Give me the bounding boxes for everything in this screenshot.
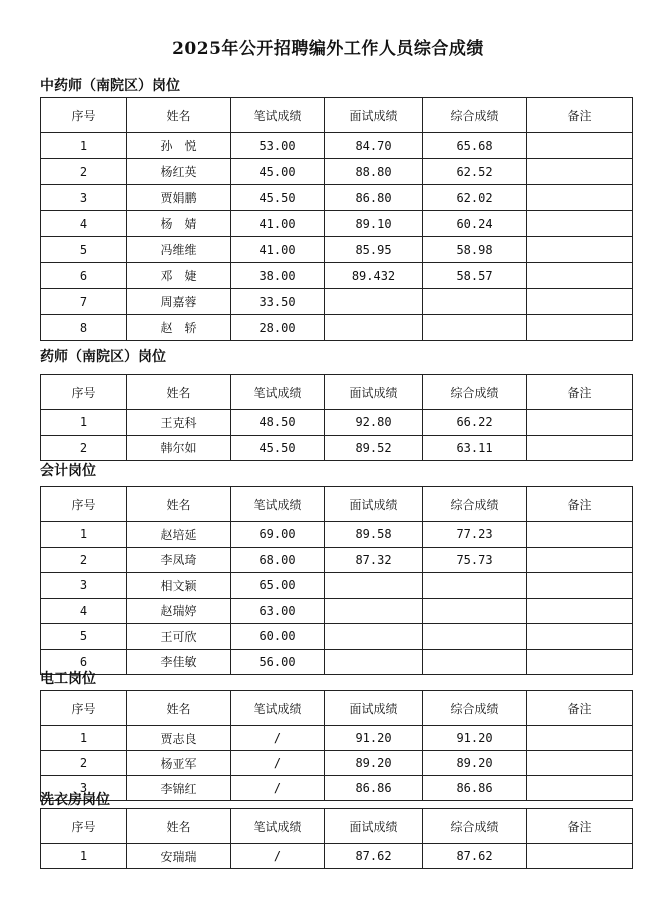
table-cell: 33.50	[231, 289, 325, 315]
table-cell	[527, 751, 633, 776]
table-cell: 85.95	[325, 237, 423, 263]
column-header: 面试成绩	[325, 375, 423, 410]
table-row	[41, 573, 633, 599]
table-cell: 89.20	[423, 751, 527, 776]
column-header: 面试成绩	[325, 809, 423, 844]
table-cell: 87.32	[325, 547, 423, 573]
table-header-row	[41, 691, 633, 726]
table-cell: 62.52	[423, 159, 527, 185]
column-header: 备注	[527, 375, 633, 410]
table-cell	[527, 410, 633, 436]
column-header: 姓名	[127, 487, 231, 522]
table-cell: 86.86	[325, 776, 423, 801]
table-cell: 77.23	[423, 522, 527, 548]
table-cell	[527, 185, 633, 211]
table-cell	[423, 624, 527, 650]
table-row	[41, 435, 633, 461]
table-cell: 相文颖	[127, 573, 231, 599]
table-cell: 45.50	[231, 435, 325, 461]
table-row	[41, 159, 633, 185]
column-header: 姓名	[127, 98, 231, 133]
table-cell: 62.02	[423, 185, 527, 211]
table-cell: 1	[41, 133, 127, 159]
table-cell: 1	[41, 522, 127, 548]
score-table-yaoshi	[40, 374, 633, 461]
table-cell: 45.00	[231, 159, 325, 185]
table-cell	[527, 159, 633, 185]
table-cell	[527, 726, 633, 751]
section-title-yaoshi: 药师（南院区）岗位	[40, 349, 166, 365]
table-cell: 李凤琦	[127, 547, 231, 573]
table-cell	[527, 237, 633, 263]
column-header: 笔试成绩	[231, 375, 325, 410]
table-header-row	[41, 809, 633, 844]
table-cell: 89.20	[325, 751, 423, 776]
table-cell: 41.00	[231, 211, 325, 237]
table-cell: 53.00	[231, 133, 325, 159]
table-cell: 杨亚军	[127, 751, 231, 776]
column-header: 序号	[41, 691, 127, 726]
table-row	[41, 211, 633, 237]
column-header: 序号	[41, 98, 127, 133]
column-header: 综合成绩	[423, 691, 527, 726]
table-cell: 56.00	[231, 649, 325, 675]
table-row	[41, 624, 633, 650]
table-cell: 韩尔如	[127, 435, 231, 461]
table-cell: 2	[41, 547, 127, 573]
table-cell: 赵瑞婷	[127, 598, 231, 624]
table-cell: 92.80	[325, 410, 423, 436]
table-cell: 赵 轿	[127, 315, 231, 341]
table-cell: 45.50	[231, 185, 325, 211]
table-cell: 贾娟鹏	[127, 185, 231, 211]
column-header: 备注	[527, 487, 633, 522]
column-header: 笔试成绩	[231, 98, 325, 133]
table-cell: 冯维维	[127, 237, 231, 263]
column-header: 备注	[527, 98, 633, 133]
table-cell: 88.80	[325, 159, 423, 185]
table-cell: 63.11	[423, 435, 527, 461]
table-cell: /	[231, 844, 325, 869]
column-header: 笔试成绩	[231, 809, 325, 844]
table-cell: 86.80	[325, 185, 423, 211]
table-cell: 2	[41, 435, 127, 461]
table-row	[41, 289, 633, 315]
table-cell: 65.68	[423, 133, 527, 159]
table-cell: 3	[41, 185, 127, 211]
section-title-kuaiji: 会计岗位	[40, 463, 96, 479]
table-cell	[325, 624, 423, 650]
table-cell: 58.57	[423, 263, 527, 289]
table-cell	[527, 649, 633, 675]
table-cell: 2	[41, 159, 127, 185]
table-cell	[423, 598, 527, 624]
table-row	[41, 726, 633, 751]
table-cell: 41.00	[231, 237, 325, 263]
table-cell: 91.20	[325, 726, 423, 751]
page-title: 2025年公开招聘编外工作人员综合成绩	[172, 39, 484, 59]
column-header: 序号	[41, 487, 127, 522]
table-cell: 7	[41, 289, 127, 315]
table-cell: 4	[41, 211, 127, 237]
table-cell: 3	[41, 776, 127, 801]
table-cell	[527, 315, 633, 341]
column-header: 综合成绩	[423, 375, 527, 410]
table-cell: 89.58	[325, 522, 423, 548]
score-table-kuaiji	[40, 486, 633, 675]
section-title-diangong: 电工岗位	[40, 671, 96, 687]
column-header: 综合成绩	[423, 487, 527, 522]
table-cell: /	[231, 751, 325, 776]
section-title-xiyifang: 洗衣房岗位	[40, 792, 110, 808]
table-header-row	[41, 98, 633, 133]
table-cell: 89.52	[325, 435, 423, 461]
table-row	[41, 185, 633, 211]
table-cell	[527, 211, 633, 237]
table-cell: 75.73	[423, 547, 527, 573]
table-cell: 王可欣	[127, 624, 231, 650]
table-cell: 5	[41, 237, 127, 263]
table-row	[41, 649, 633, 675]
table-cell: 38.00	[231, 263, 325, 289]
table-cell	[325, 649, 423, 675]
column-header: 面试成绩	[325, 98, 423, 133]
table-cell	[527, 573, 633, 599]
table-cell	[527, 133, 633, 159]
table-cell: 6	[41, 263, 127, 289]
table-cell: 安瑞瑞	[127, 844, 231, 869]
table-cell: 66.22	[423, 410, 527, 436]
table-cell: 杨红英	[127, 159, 231, 185]
table-cell	[527, 263, 633, 289]
table-cell: 贾志良	[127, 726, 231, 751]
table-cell: 60.00	[231, 624, 325, 650]
table-cell: 1	[41, 844, 127, 869]
column-header: 序号	[41, 375, 127, 410]
table-cell: 65.00	[231, 573, 325, 599]
section-title-zhongyaoshi: 中药师（南院区）岗位	[40, 78, 180, 94]
table-cell	[423, 315, 527, 341]
column-header: 综合成绩	[423, 98, 527, 133]
table-cell: 3	[41, 573, 127, 599]
table-row	[41, 263, 633, 289]
table-row	[41, 237, 633, 263]
table-cell	[423, 649, 527, 675]
table-cell: 1	[41, 410, 127, 436]
table-cell: 87.62	[325, 844, 423, 869]
table-cell: 63.00	[231, 598, 325, 624]
score-table-xiyifang	[40, 808, 633, 869]
table-cell: 68.00	[231, 547, 325, 573]
column-header: 姓名	[127, 375, 231, 410]
table-row	[41, 410, 633, 436]
table-cell: 86.86	[423, 776, 527, 801]
table-cell: 69.00	[231, 522, 325, 548]
table-cell	[527, 776, 633, 801]
table-row	[41, 776, 633, 801]
table-cell: 6	[41, 649, 127, 675]
table-cell	[527, 522, 633, 548]
column-header: 备注	[527, 809, 633, 844]
table-row	[41, 133, 633, 159]
column-header: 姓名	[127, 691, 231, 726]
table-cell: 84.70	[325, 133, 423, 159]
table-row	[41, 315, 633, 341]
table-cell: 5	[41, 624, 127, 650]
table-cell	[423, 573, 527, 599]
table-cell: 孙 悦	[127, 133, 231, 159]
table-cell	[527, 289, 633, 315]
table-cell: 28.00	[231, 315, 325, 341]
table-cell: 王克科	[127, 410, 231, 436]
table-cell: 89.432	[325, 263, 423, 289]
table-cell: 8	[41, 315, 127, 341]
table-cell	[527, 598, 633, 624]
table-cell: 48.50	[231, 410, 325, 436]
table-cell	[325, 598, 423, 624]
table-cell: 杨 婧	[127, 211, 231, 237]
table-cell: 周嘉蓉	[127, 289, 231, 315]
column-header: 综合成绩	[423, 809, 527, 844]
column-header: 姓名	[127, 809, 231, 844]
table-cell	[527, 435, 633, 461]
column-header: 笔试成绩	[231, 487, 325, 522]
table-cell	[325, 573, 423, 599]
table-cell: 邓 婕	[127, 263, 231, 289]
column-header: 笔试成绩	[231, 691, 325, 726]
table-cell: 赵培延	[127, 522, 231, 548]
table-cell: 1	[41, 726, 127, 751]
table-cell: /	[231, 776, 325, 801]
table-cell	[527, 844, 633, 869]
column-header: 面试成绩	[325, 691, 423, 726]
table-cell: 91.20	[423, 726, 527, 751]
table-cell: 李锦红	[127, 776, 231, 801]
score-table-zhongyaoshi	[40, 97, 633, 341]
table-row	[41, 844, 633, 869]
table-row	[41, 547, 633, 573]
table-row	[41, 598, 633, 624]
table-header-row	[41, 375, 633, 410]
column-header: 序号	[41, 809, 127, 844]
table-header-row	[41, 487, 633, 522]
table-cell: 60.24	[423, 211, 527, 237]
column-header: 备注	[527, 691, 633, 726]
table-cell: /	[231, 726, 325, 751]
table-cell	[423, 289, 527, 315]
table-cell: 4	[41, 598, 127, 624]
table-cell: 2	[41, 751, 127, 776]
table-cell	[527, 624, 633, 650]
table-cell	[325, 315, 423, 341]
table-row	[41, 751, 633, 776]
table-cell	[527, 547, 633, 573]
table-row	[41, 522, 633, 548]
score-table-diangong	[40, 690, 633, 801]
table-cell	[325, 289, 423, 315]
table-cell: 87.62	[423, 844, 527, 869]
table-cell: 李佳敏	[127, 649, 231, 675]
table-cell: 58.98	[423, 237, 527, 263]
column-header: 面试成绩	[325, 487, 423, 522]
table-cell: 89.10	[325, 211, 423, 237]
